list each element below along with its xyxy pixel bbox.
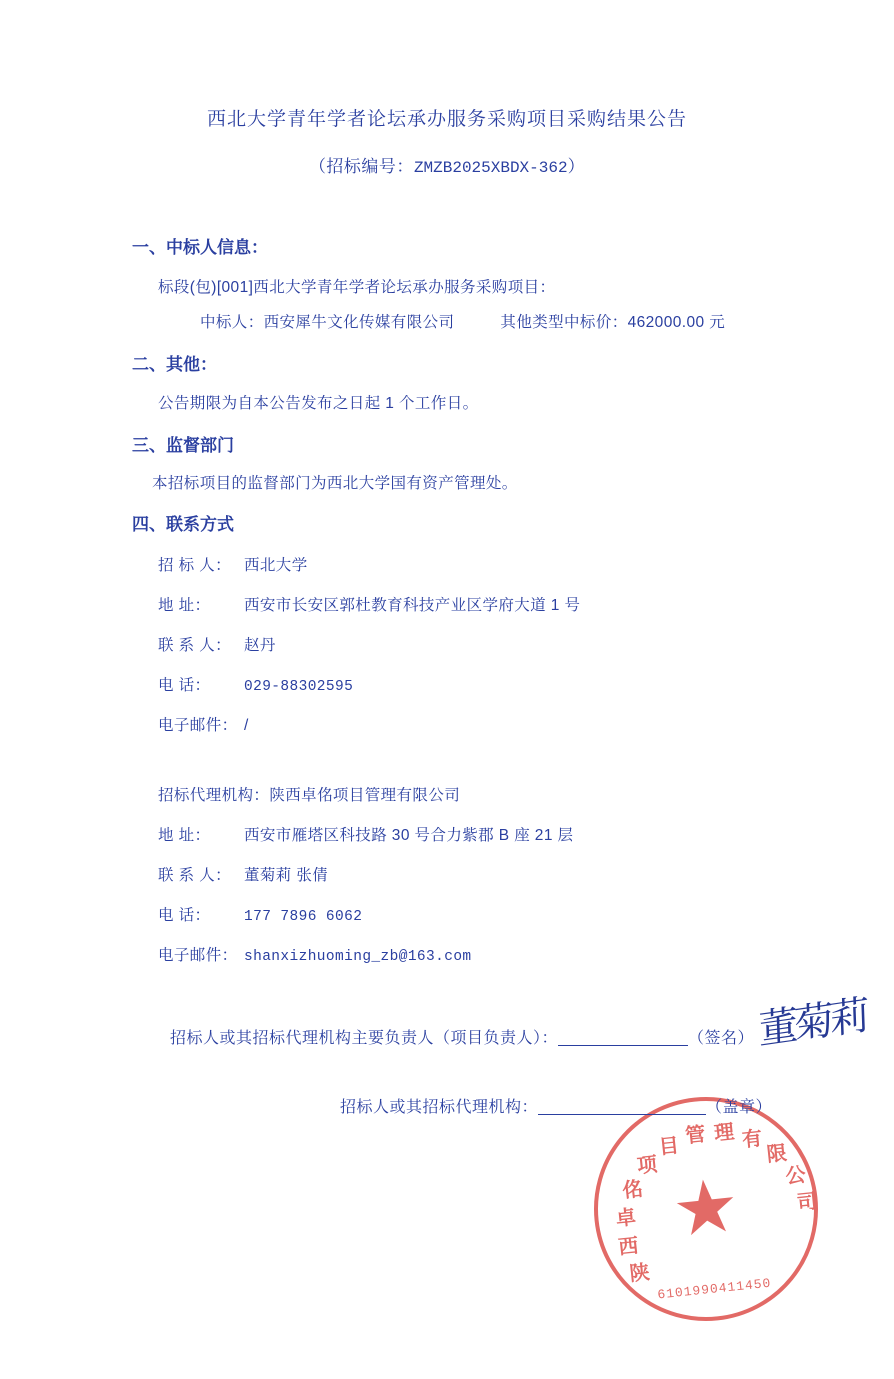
seal-number: 6101990411450 (656, 1275, 773, 1303)
signature-underline (558, 1029, 688, 1046)
tenderer-row-phone (158, 673, 824, 695)
seal-ring-text: 陕 西 卓 佲 项 目 管 理 有 限 公 司 (614, 1121, 819, 1286)
signoff-person-label: 招标人或其招标代理机构主要负责人（项目负责人）： (170, 1030, 559, 1047)
section-heading-winner: 一、中标人信息： (132, 238, 268, 257)
tenderer-label-name: 招 标 人： (158, 557, 232, 574)
signoff-person-suffix: （签名） (688, 1030, 755, 1047)
tenderer-value-email: / (244, 717, 249, 734)
section-heading-supervision: 三、监督部门 (132, 436, 234, 455)
signoff-line-agency (340, 1094, 824, 1117)
tenderer-row-person (158, 633, 824, 655)
agency-row-address (158, 823, 824, 845)
tenderer-value-phone: 029-88302595 (244, 679, 354, 695)
tenderer-row-name (158, 553, 824, 575)
price-label: 其他类型中标价： (500, 314, 628, 331)
agency-label-email: 电子邮件： (158, 947, 238, 964)
seal-underline (538, 1098, 706, 1115)
section-heading-contact: 四、联系方式 (132, 515, 234, 534)
price-value: 462000.00 元 (627, 314, 726, 331)
bid-code-line (70, 152, 824, 177)
agency-label-phone: 电 话： (158, 907, 211, 924)
handwritten-signature: 董菊莉 (757, 992, 867, 1053)
tenderer-row-address (158, 593, 824, 615)
agency-contact-block (70, 783, 824, 965)
winner-name: 西安犀牛文化传媒有限公司 (263, 314, 455, 331)
agency-value-email: shanxizhuoming_zb@163.com (244, 949, 472, 965)
tenderer-label-address: 地 址： (158, 597, 211, 614)
winner-label: 中标人： (200, 314, 264, 331)
tenderer-label-phone: 电 话： (158, 677, 211, 694)
tenderer-value-person: 赵丹 (244, 637, 276, 654)
signoff-agency-suffix: （盖章） (706, 1099, 773, 1116)
page-title: 西北大学青年学者论坛承办服务采购项目采购结果公告 (206, 109, 687, 130)
signoff-line-person (170, 992, 867, 1053)
agency-value-name: 陕西卓佲项目管理有限公司 (269, 787, 461, 804)
agency-row-name (158, 783, 824, 805)
supervision-line: 本招标项目的监督部门为西北大学国有资产管理处。 (152, 475, 518, 492)
section-heading-other: 二、其他： (132, 355, 217, 374)
bid-code-suffix: ） (567, 157, 586, 176)
signoff-area (70, 992, 867, 1303)
document-page (0, 104, 894, 1379)
bid-code-value: ZMZB2025XBDX-362 (413, 159, 568, 177)
agency-label-address: 地 址： (158, 827, 211, 844)
winner-line (200, 310, 824, 332)
signoff-agency-label: 招标人或其招标代理机构： (340, 1099, 539, 1116)
tenderer-value-name: 西北大学 (244, 557, 308, 574)
lot-line: 标段(包)[001]西北大学青年学者论坛承办服务采购项目： (158, 279, 556, 296)
agency-label-name: 招标代理机构： (158, 787, 270, 804)
company-seal (583, 1086, 829, 1332)
agency-row-phone (158, 903, 824, 925)
agency-value-address: 西安市雁塔区科技路 30 号合力紫郡 B 座 21 层 (244, 827, 574, 844)
notice-period-line: 公告期限为自本公告发布之日起 1 个工作日。 (158, 395, 479, 412)
tenderer-label-person: 联 系 人： (158, 637, 232, 654)
agency-row-person (158, 863, 824, 885)
tenderer-label-email: 电子邮件： (158, 717, 238, 734)
bid-code-prefix: （招标编号： (308, 157, 414, 176)
agency-row-email (158, 943, 824, 965)
agency-value-person: 董菊莉 张倩 (244, 867, 329, 884)
tenderer-contact-block (70, 553, 824, 735)
tenderer-row-email (158, 713, 824, 735)
tenderer-value-address: 西安市长安区郭杜教育科技产业区学府大道 1 号 (244, 597, 581, 614)
agency-label-person: 联 系 人： (158, 867, 232, 884)
agency-value-phone: 177 7896 6062 (244, 909, 363, 925)
